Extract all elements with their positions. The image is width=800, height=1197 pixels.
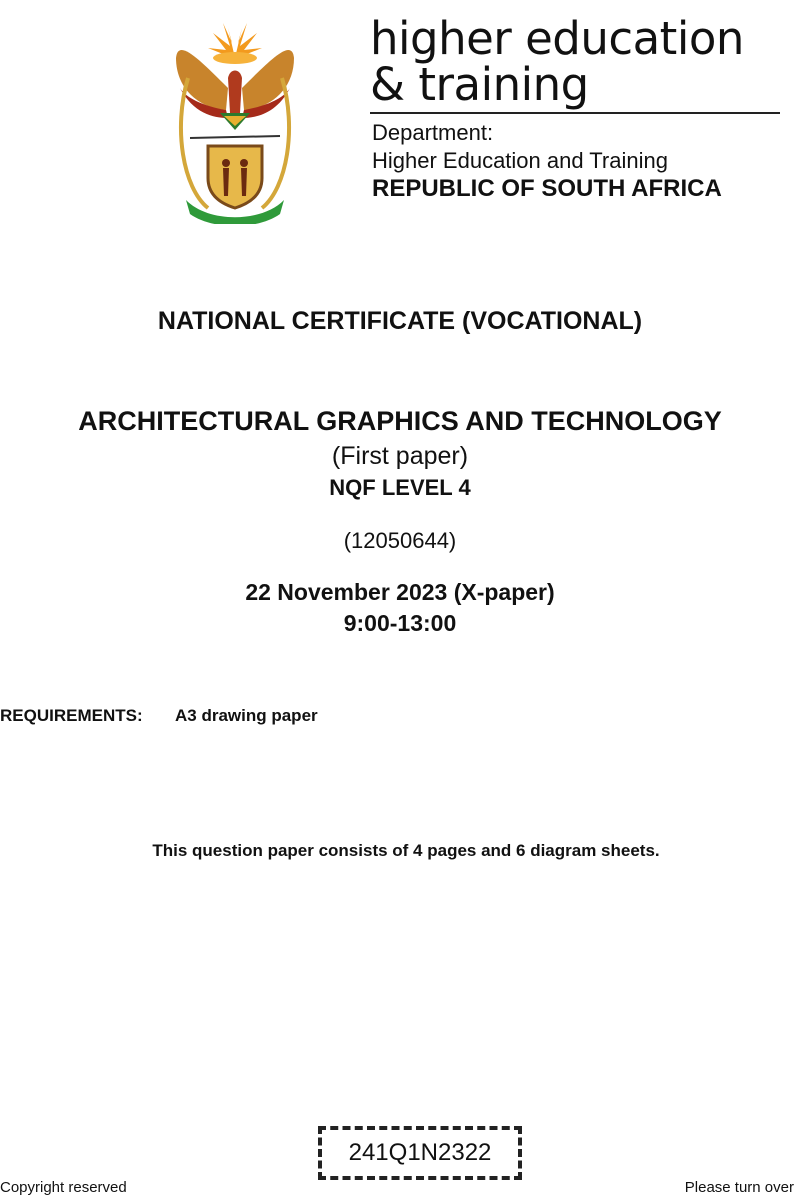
coat-of-arms-logo [168, 18, 302, 224]
dept-label: Department: [372, 120, 494, 145]
paper-code: 241Q1N2322 [348, 1139, 492, 1166]
turn-over-text: Please turn over [684, 1179, 794, 1196]
nqf-level: NQF LEVEL 4 [329, 475, 471, 500]
exam-date: 22 November 2023 (X-paper) [245, 579, 555, 605]
header-divider [370, 112, 780, 114]
subject-code: (12050644) [343, 528, 457, 553]
exam-time: 9:00-13:00 [343, 610, 457, 636]
brand-line-1: higher education [370, 12, 744, 65]
paper-code-box [318, 1126, 522, 1180]
requirements-label: REQUIREMENTS: [0, 706, 143, 725]
brand-line-2: & training [370, 58, 589, 111]
requirements-value: A3 drawing paper [175, 706, 318, 725]
dept-name: Higher Education and Training [372, 148, 668, 173]
country-name: REPUBLIC OF SOUTH AFRICA [372, 175, 722, 202]
paper-number: (First paper) [331, 442, 469, 470]
consists-statement: This question paper consists of 4 pages and 6 diagram sheets. [152, 841, 660, 860]
certificate-title: NATIONAL CERTIFICATE (VOCATIONAL) [157, 307, 643, 335]
copyright-text: Copyright reserved [0, 1179, 127, 1196]
subject-title: ARCHITECTURAL GRAPHICS AND TECHNOLOGY [78, 406, 722, 436]
